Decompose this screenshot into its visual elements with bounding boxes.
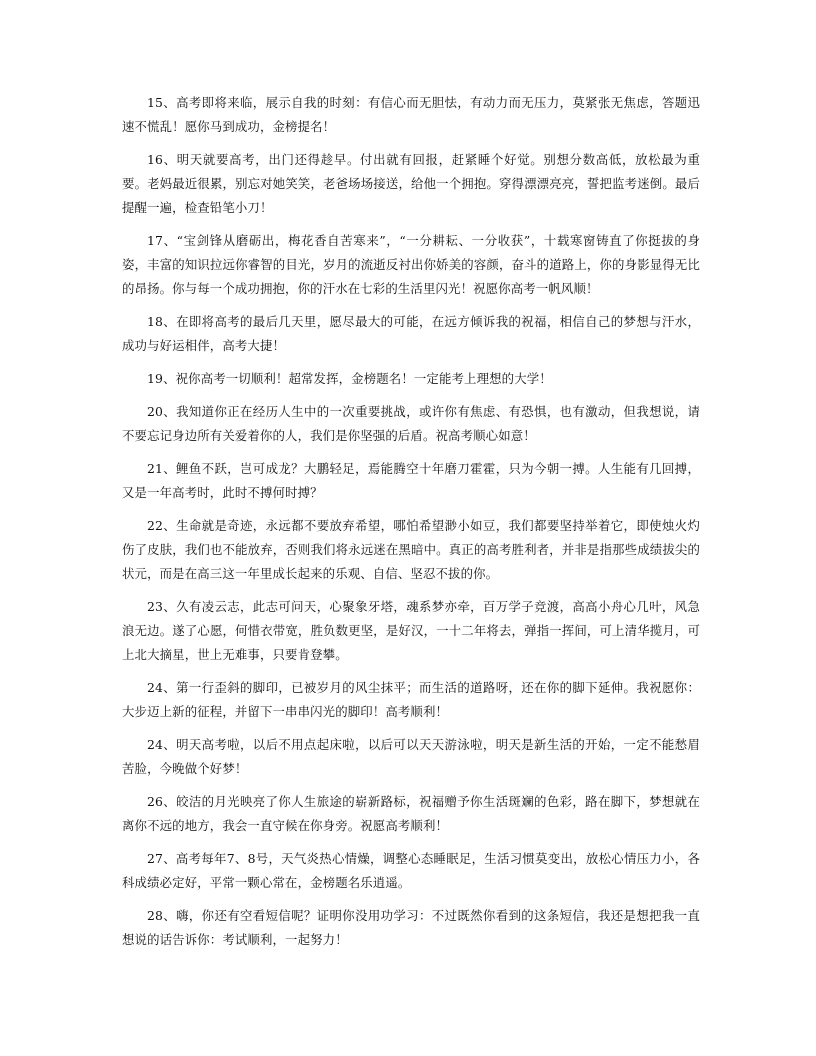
paragraph-19: 19、祝你高考一切顺利！超常发挥，金榜题名！一定能考上理想的大学！ (147, 371, 552, 386)
paragraph-28: 28、嗨，你还有空看短信呢？证明你没用功学习：不过既然你看到的这条短信，我还是想把我一直想说的话告诉你：考试顺利，一起努力！ (122, 908, 700, 947)
paragraph-23: 23、久有凌云志，此志可问天，心聚象牙塔，魂系梦亦牵，百万学子竞渡，高高小舟心几叶，风急浪无边。遂了心愿，何惜衣带宽，胜负数更坚，是好汉，一十二年将去，弹指一挥间，可上清华揽月，可上北大摘星，世上无难事，只要肯登攀。 (122, 599, 700, 662)
paragraph-17: 17、“宝剑锋从磨砺出，梅花香自苦寒来”，“一分耕耘、一分收获”，十载寒窗铸直了你挺拔的身姿，丰富的知识拉远你睿智的目光，岁月的流逝反衬出你娇美的容颜，奋斗的道路上，你的身影显得无比的昂扬。你与每一个成功拥抱，你的汗水在七彩的生活里闪光！祝愿你高考一帆风顺！ (122, 233, 700, 296)
paragraph-24a: 24、第一行歪斜的脚印，已被岁月的风尘抹平；而生活的道路呀，还在你的脚下延伸。我祝愿你：大步迈上新的征程，并留下一串串闪光的脚印！高考顺利！ (122, 680, 700, 719)
paragraph-21: 21、鲤鱼不跃，岂可成龙？大鹏轻足，焉能腾空十年磨刀霍霍，只为今朝一搏。人生能有几回搏，又是一年高考时，此时不搏何时搏？ (122, 461, 700, 500)
paragraph-26: 26、皎洁的月光映亮了你人生旅途的崭新路标，祝福赠予你生活斑斓的色彩，路在脚下，梦想就在离你不远的地方，我会一直守候在你身旁。祝愿高考顺利！ (122, 794, 700, 833)
paragraph-24b: 24、明天高考啦，以后不用点起床啦，以后可以天天游泳啦，明天是新生活的开始，一定不能愁眉苦脸，今晚做个好梦！ (122, 737, 700, 776)
paragraph-22: 22、生命就是奇迹，永远都不要放弃希望，哪怕希望渺小如豆，我们都要坚持举着它，即使烛火灼伤了皮肤，我们也不能放弃，否则我们将永远迷在黑暗中。真正的高考胜利者，并非是指那些成绩拔尖的状元，而是在高三这一年里成长起来的乐观、自信、坚忍不拔的你。 (122, 518, 700, 581)
paragraph-16: 16、明天就要高考，出门还得趁早。付出就有回报，赶紧睡个好觉。别想分数高低，放松最为重要。老妈最近很累，别忘对她笑笑，老爸场场接送，给他一个拥抱。穿得漂漂亮亮，誓把监考迷倒。最后提醒一遍，检查铅笔小刀！ (122, 152, 700, 215)
document-body (122, 91, 700, 961)
paragraph-20: 20、我知道你正在经历人生中的一次重要挑战，或许你有焦虑、有恐惧，也有激动，但我想说，请不要忘记身边所有关爱着你的人，我们是你坚强的后盾。祝高考顺心如意！ (122, 404, 700, 443)
paragraph-18: 18、在即将高考的最后几天里，愿尽最大的可能，在远方倾诉我的祝福，相信自己的梦想与汗水，成功与好运相伴，高考大捷！ (122, 314, 700, 353)
paragraph-27: 27、高考每年7、8号，天气炎热心情燥，调整心态睡眠足，生活习惯莫变出，放松心情压力小，各科成绩必定好，平常一颗心常在，金榜题名乐逍遥。 (122, 851, 700, 890)
paragraph-15: 15、高考即将来临，展示自我的时刻：有信心而无胆怯，有动力而无压力，莫紧张无焦虑，答题迅速不慌乱！愿你马到成功，金榜提名！ (122, 95, 700, 134)
